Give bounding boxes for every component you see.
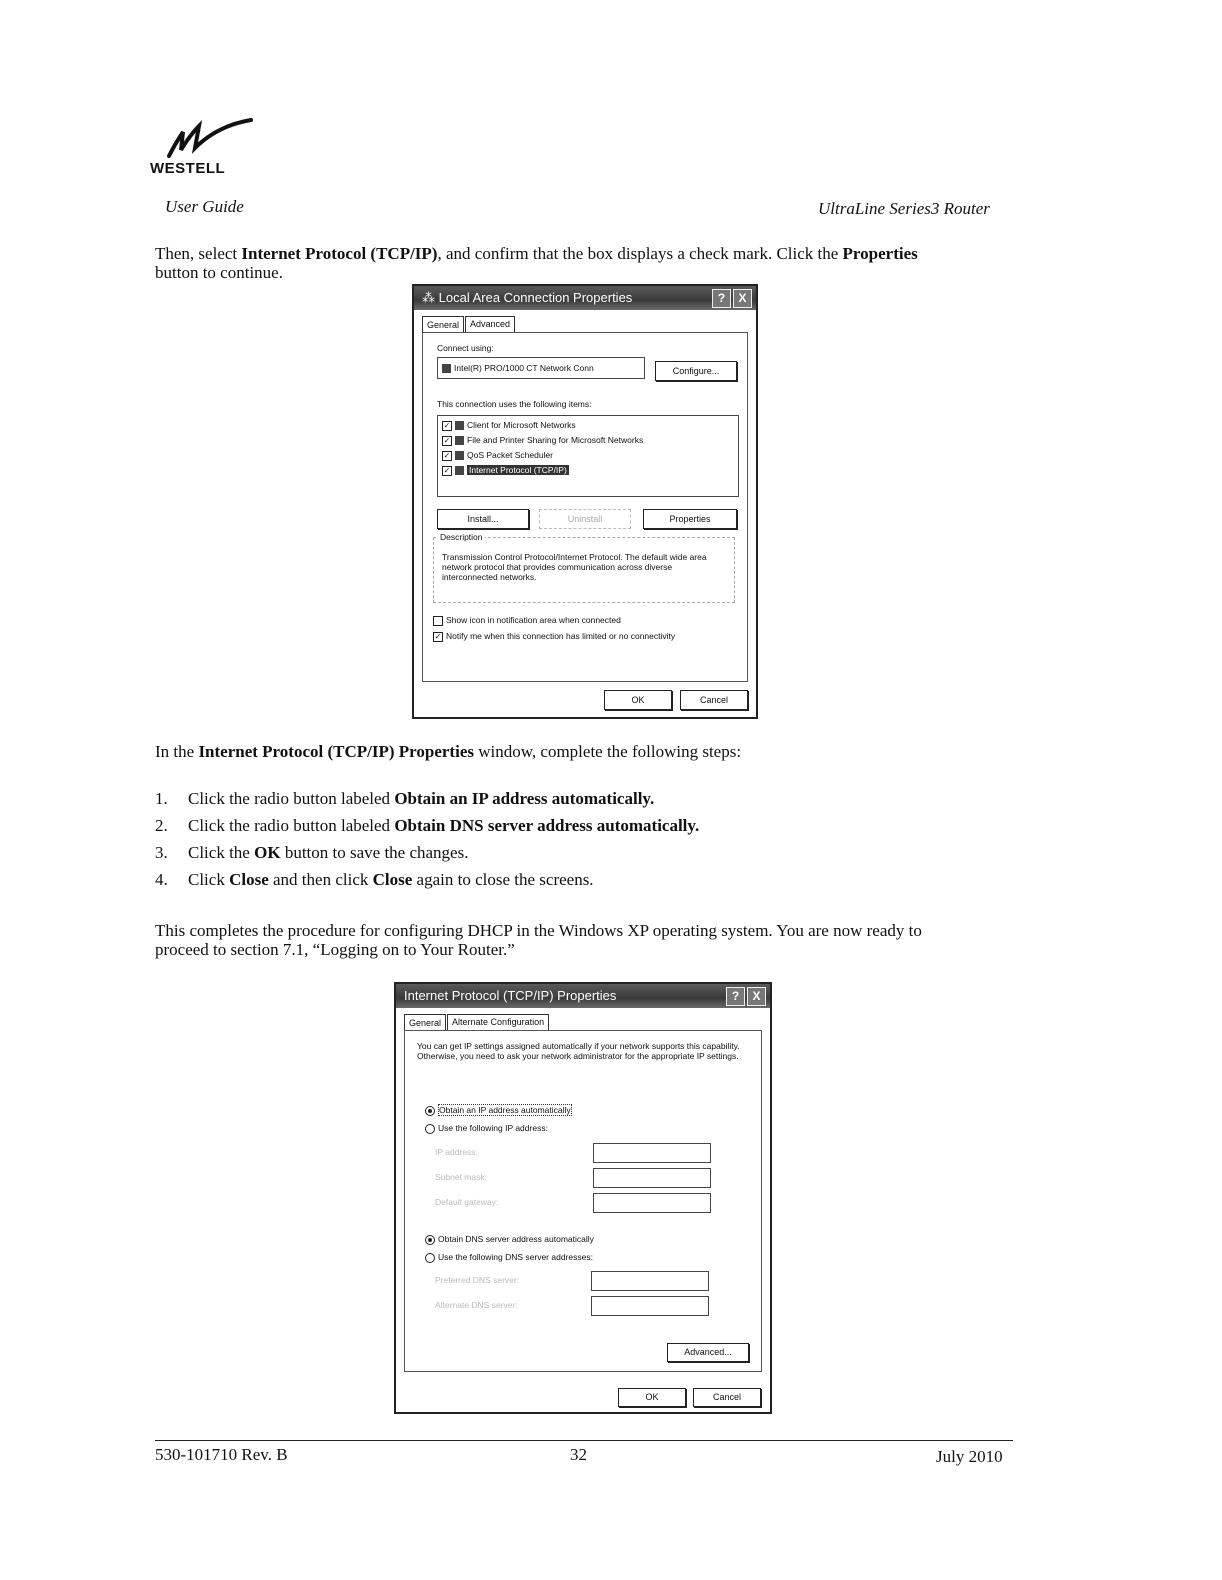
ip-address-label: IP address: <box>435 1147 478 1157</box>
step-text: Click the radio button labeled <box>188 816 395 835</box>
header-product: UltraLine Series3 Router <box>818 199 990 218</box>
footer-page-number: 32 <box>570 1445 587 1464</box>
alternate-dns-label: Alternate DNS server: <box>435 1300 518 1310</box>
checkbox-icon[interactable] <box>433 616 443 626</box>
step-bold: Obtain an IP address automatically. <box>394 789 655 808</box>
intro-text-1: Then, select <box>155 244 242 263</box>
list-item-selected[interactable] <box>442 465 569 476</box>
step-text: again to close the screens. <box>412 870 594 889</box>
list-item[interactable] <box>442 450 553 461</box>
client-icon <box>455 421 464 430</box>
step-text: Click the radio button labeled <box>188 789 395 808</box>
step-number: 3. <box>155 843 168 862</box>
dialog1-titlebar[interactable] <box>414 286 756 310</box>
default-gateway-field[interactable] <box>593 1193 711 1213</box>
intro-paragraph <box>155 244 1035 282</box>
tab-alternate-configuration[interactable]: Alternate Configuration <box>447 1014 549 1030</box>
tab-general[interactable]: General <box>404 1014 446 1030</box>
protocol-icon <box>455 466 464 475</box>
description-text: Transmission Control Protocol/Internet Protocol. The default wide area network protocol that provides communication across diverse interconnected networks. <box>442 552 707 582</box>
adapter-field <box>437 357 645 379</box>
item-label: Internet Protocol (TCP/IP) <box>469 465 567 475</box>
westell-logo-icon <box>165 118 255 160</box>
notify-label: Notify me when this connection has limited or no connectivity <box>446 631 676 641</box>
help-button[interactable]: ? <box>726 987 745 1006</box>
close-button[interactable]: X <box>747 987 766 1006</box>
step-text: Click <box>188 870 230 889</box>
notify-option[interactable] <box>433 631 675 642</box>
tcpip-properties-dialog <box>394 982 772 1414</box>
subnet-mask-label: Subnet mask: <box>435 1172 487 1182</box>
item-label: QoS Packet Scheduler <box>467 450 553 460</box>
step-bold: Close <box>372 870 413 889</box>
ok-button[interactable]: OK <box>618 1388 686 1407</box>
tab-general[interactable]: General <box>422 316 464 332</box>
cancel-button[interactable]: Cancel <box>680 690 748 710</box>
item-label: Client for Microsoft Networks <box>467 420 576 430</box>
default-gateway-label: Default gateway: <box>435 1197 499 1207</box>
intro-bold-1: Internet Protocol (TCP/IP) <box>241 244 438 263</box>
checkbox-icon[interactable]: ✓ <box>443 420 451 430</box>
obtain-ip-label: Obtain an IP address automatically <box>439 1105 571 1115</box>
step-bold: Close <box>229 870 269 889</box>
close-button[interactable]: X <box>733 289 752 308</box>
step-text: button to save the changes. <box>280 843 469 862</box>
show-icon-label: Show icon in notification area when connected <box>446 615 621 625</box>
alternate-dns-field[interactable] <box>591 1296 709 1316</box>
radio-selected-icon[interactable] <box>425 1106 435 1116</box>
dialog2-panel <box>404 1030 762 1372</box>
description-label: Description <box>440 532 483 542</box>
steps-intro-bold: Internet Protocol (TCP/IP) Properties <box>198 742 474 761</box>
tab-advanced[interactable]: Advanced <box>465 316 515 332</box>
checkbox-icon[interactable]: ✓ <box>443 465 451 475</box>
dialog2-titlebar[interactable] <box>396 984 770 1008</box>
conclusion-line-2: proceed to section 7.1, “Logging on to Your Router.” <box>155 940 515 959</box>
subnet-mask-field[interactable] <box>593 1168 711 1188</box>
use-ip-label: Use the following IP address: <box>438 1123 548 1133</box>
connect-using-label: Connect using: <box>437 343 494 353</box>
footer-date: July 2010 <box>936 1447 1003 1466</box>
conclusion-line-1: This completes the procedure for configuring DHCP in the Windows XP operating system. You are now ready to <box>155 921 922 940</box>
obtain-dns-label: Obtain DNS server address automatically <box>438 1234 594 1244</box>
checkbox-icon[interactable]: ✓ <box>434 631 442 641</box>
radio-selected-icon[interactable] <box>425 1235 435 1245</box>
footer-doc-number: 530-101710 Rev. B <box>155 1445 288 1464</box>
step-item <box>155 843 1035 870</box>
dialog1-panel <box>422 332 748 682</box>
logo-text: WESTELL <box>150 160 226 177</box>
item-label: File and Printer Sharing for Microsoft Networks <box>467 435 644 445</box>
step-number: 1. <box>155 789 168 808</box>
radio-icon[interactable] <box>425 1253 435 1263</box>
preferred-dns-label: Preferred DNS server: <box>435 1275 520 1285</box>
use-ip-option[interactable] <box>425 1123 548 1134</box>
obtain-dns-option[interactable] <box>425 1234 594 1245</box>
step-bold: OK <box>254 843 281 862</box>
ip-address-field[interactable] <box>593 1143 711 1163</box>
steps-intro-text-2: window, complete the following steps: <box>473 742 742 761</box>
step-bold: Obtain DNS server address automatically. <box>394 816 700 835</box>
intro-text-3: button to continue. <box>155 263 283 282</box>
items-label: This connection uses the following items: <box>437 399 592 409</box>
steps-list <box>155 789 1035 897</box>
step-item <box>155 816 1035 843</box>
footer-rule <box>155 1440 1013 1441</box>
step-number: 2. <box>155 816 168 835</box>
dialog1-title: Local Area Connection Properties <box>438 290 633 305</box>
steps-intro-text-1: In the <box>155 742 199 761</box>
show-icon-option[interactable] <box>433 615 621 626</box>
sharing-icon <box>455 436 464 445</box>
intro-text-2: , and confirm that the box displays a check mark. Click the <box>437 244 843 263</box>
ok-button[interactable]: OK <box>604 690 672 710</box>
cancel-button[interactable]: Cancel <box>693 1388 761 1407</box>
install-button[interactable]: Install... <box>437 509 529 529</box>
obtain-ip-option[interactable] <box>425 1105 572 1116</box>
properties-button[interactable]: Properties <box>643 509 737 529</box>
checkbox-icon[interactable]: ✓ <box>443 435 451 445</box>
qos-icon <box>455 451 464 460</box>
list-item[interactable] <box>442 435 643 446</box>
radio-icon[interactable] <box>425 1124 435 1134</box>
steps-intro <box>155 742 1035 761</box>
components-list[interactable] <box>437 415 739 497</box>
step-item <box>155 870 1035 897</box>
use-dns-label: Use the following DNS server addresses: <box>438 1252 593 1262</box>
step-item <box>155 789 1035 816</box>
header-doc-type: User Guide <box>165 197 244 216</box>
conclusion-paragraph <box>155 921 1055 959</box>
use-dns-option[interactable] <box>425 1252 593 1263</box>
info-text: You can get IP settings assigned automatically if your network supports this capability. Otherwise, you need to ask your network administrator for the appropriate IP settings. <box>417 1041 740 1061</box>
step-number: 4. <box>155 870 168 889</box>
preferred-dns-field[interactable] <box>591 1271 709 1291</box>
advanced-button[interactable]: Advanced... <box>667 1343 749 1362</box>
local-area-connection-dialog <box>412 284 758 719</box>
configure-button[interactable]: Configure... <box>655 361 737 381</box>
list-item[interactable] <box>442 420 576 431</box>
uninstall-button[interactable]: Uninstall <box>539 509 631 529</box>
step-text: Click the <box>188 843 255 862</box>
adapter-name: Intel(R) PRO/1000 CT Network Conn <box>454 363 594 373</box>
help-button[interactable]: ? <box>712 289 731 308</box>
adapter-icon <box>442 364 451 373</box>
step-text: and then click <box>268 870 373 889</box>
description-group <box>433 532 735 603</box>
intro-bold-2: Properties <box>842 244 918 263</box>
checkbox-icon[interactable]: ✓ <box>443 450 451 460</box>
network-icon: ⁂ <box>422 290 439 305</box>
dialog2-title: Internet Protocol (TCP/IP) Properties <box>404 988 617 1003</box>
